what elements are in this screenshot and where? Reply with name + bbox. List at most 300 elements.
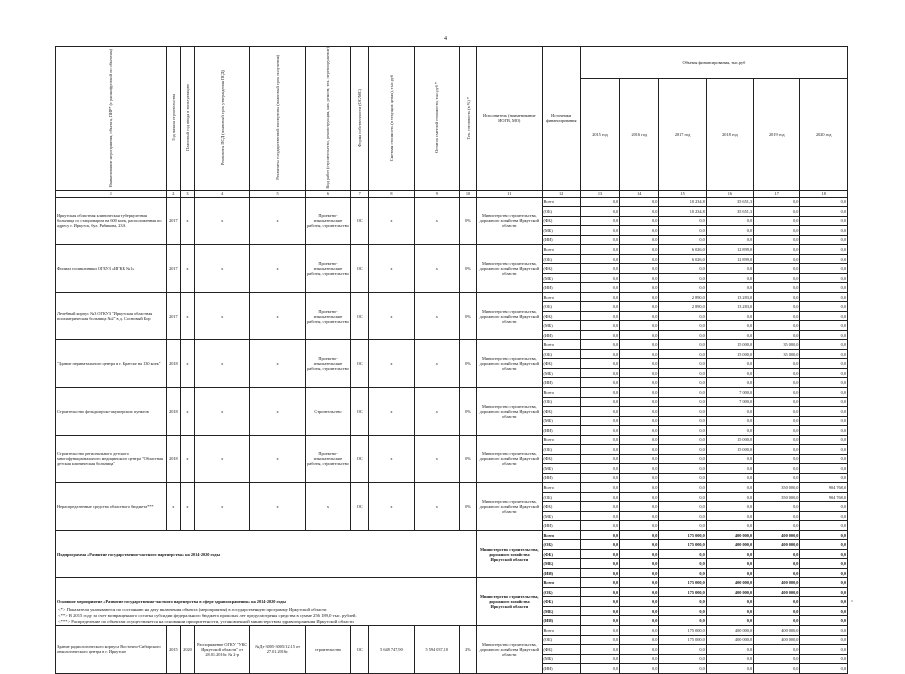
funding-source: (МБ) (542, 273, 580, 283)
funding-value: 0,0 (659, 559, 706, 569)
plan-year: x (180, 340, 194, 388)
column-number: 14 (620, 190, 659, 197)
funding-value: 0,0 (800, 635, 848, 645)
object-name: Нераспределенные средства областного бюджета*** (56, 483, 167, 531)
funding-value: 0,0 (659, 216, 706, 226)
funding-value: 0,0 (706, 549, 753, 559)
funding-source: (ОБ) (542, 397, 580, 407)
funding-table (55, 46, 848, 674)
funding-value: 0,0 (706, 407, 753, 417)
funding-value: 7 000,0 (706, 387, 753, 397)
ownership: ОС (351, 387, 369, 435)
funding-value: 0,0 (754, 264, 800, 274)
funding-value: 0,0 (800, 587, 848, 597)
plan-year: x (180, 245, 194, 293)
funding-value: 0,0 (706, 483, 753, 493)
column-number: 4 (195, 190, 250, 197)
footnote-2: <**> В 2015 году за счет возвращенного остатка субсидии федерального бюджета прошлых лет предусмотрены средства в сумме 256 189,0 тыс. рублей. (58, 613, 357, 619)
funding-value: 0,0 (800, 521, 848, 531)
column-number: 13 (580, 190, 619, 197)
summary-title: Основное мероприятие «Развитие государственно-частного партнерства в сфере здравоохранения» на 2014-2020 годы (56, 578, 477, 626)
readiness: 0% (459, 483, 476, 531)
funding-value: 0,0 (800, 254, 848, 264)
funding-value: 0,0 (580, 226, 619, 236)
funding-value: 175 000,0 (659, 540, 706, 550)
readiness: 0% (459, 197, 476, 245)
psd-details: x (195, 435, 250, 483)
funding-value: 0,0 (659, 654, 706, 664)
funding-value: 0,0 (580, 330, 619, 340)
funding-value: 0,0 (754, 521, 800, 531)
work-type: Проектно-изыскательские работы, строительство (305, 435, 350, 483)
funding-value: 0,0 (800, 207, 848, 217)
funding-value: 0,0 (800, 264, 848, 274)
funding-value: 0,0 (706, 568, 753, 578)
funding-value: 0,0 (580, 483, 619, 493)
funding-value: 0,0 (580, 492, 619, 502)
remaining-cost: 5 594 037,10 (414, 625, 459, 673)
funding-value: 0,0 (800, 321, 848, 331)
funding-value: 13 283,0 (706, 302, 753, 312)
funding-value: 0,0 (620, 426, 659, 436)
ownership: ОС (351, 483, 369, 531)
funding-value: 13 283,0 (706, 292, 753, 302)
funding-source: (ОБ) (542, 302, 580, 312)
funding-source: (ОБ) (542, 492, 580, 502)
funding-value: 0,0 (706, 321, 753, 331)
funding-source: Всего (542, 340, 580, 350)
funding-value: 0,0 (620, 273, 659, 283)
funding-value: 0,0 (620, 597, 659, 607)
header-executor: Исполнитель (наименование ИОГВ, МО) (477, 47, 542, 191)
remaining-cost: x (414, 387, 459, 435)
funding-value: 0,0 (754, 378, 800, 388)
trailing-mark: " (851, 601, 854, 606)
funding-value: 0,0 (580, 321, 619, 331)
funding-value: 0,0 (706, 454, 753, 464)
funding-source: (ФБ) (542, 311, 580, 321)
column-number: 3 (180, 190, 194, 197)
funding-value: 0,0 (706, 502, 753, 512)
funding-value: 0,0 (754, 464, 800, 474)
funding-value: 0,0 (754, 273, 800, 283)
funding-value: 0,0 (800, 407, 848, 417)
funding-source: (МБ) (542, 654, 580, 664)
start-year: 2018 (166, 387, 180, 435)
funding-value: 0,0 (580, 445, 619, 455)
work-type: Проектно-изыскательские работы, строительство (305, 245, 350, 293)
funding-source: (ИИ) (542, 235, 580, 245)
funding-value: 35 651,3 (706, 207, 753, 217)
readiness: 0% (459, 292, 476, 340)
funding-value: 0,0 (800, 616, 848, 626)
executor: Министерство строительства, дорожного хозяйства Иркутской области (477, 197, 542, 245)
funding-value: 0,0 (580, 597, 619, 607)
funding-value: 0,0 (620, 473, 659, 483)
funding-value: 0,0 (659, 283, 706, 293)
funding-value: 0,0 (800, 245, 848, 255)
psd-details: x (195, 197, 250, 245)
table-row (56, 435, 848, 445)
funding-value: 0,0 (754, 302, 800, 312)
object-name: Здание радиологического корпуса Восточно-Сибирского онкологического центра в г. Иркутске (56, 625, 167, 673)
funding-value: 0,0 (659, 407, 706, 417)
funding-value: 0,0 (659, 368, 706, 378)
funding-value: 0,0 (754, 330, 800, 340)
summary-title: Подпрограмма «Развитие государственно-частного партнерства» на 2014-2020 годы (56, 530, 477, 578)
funding-value: 0,0 (659, 521, 706, 531)
funding-value: 904 768,0 (800, 492, 848, 502)
funding-value: 0,0 (620, 197, 659, 207)
funding-value: 0,0 (580, 625, 619, 635)
funding-value: 0,0 (706, 511, 753, 521)
header-work-type: Вид работ (строительство, реконструкция, кап. ремонт, тех. перевооружение) (305, 47, 350, 191)
funding-source: Всего (542, 435, 580, 445)
funding-value: 0,0 (659, 483, 706, 493)
funding-value: 0,0 (659, 321, 706, 331)
table-row (56, 245, 848, 255)
funding-value: 400 000,0 (754, 530, 800, 540)
funding-value: 0,0 (659, 606, 706, 616)
funding-value: 0,0 (754, 445, 800, 455)
psd-details: x (195, 483, 250, 531)
estimate-cost: x (369, 483, 414, 531)
funding-value: 0,0 (706, 464, 753, 474)
funding-value: 0,0 (580, 302, 619, 312)
funding-value: 0,0 (800, 416, 848, 426)
executor: Министерство строительства, дорожного хозяйства Иркутской области (477, 578, 542, 626)
remaining-cost: x (414, 340, 459, 388)
funding-value: 0,0 (659, 664, 706, 674)
expertise-details: x (250, 483, 305, 531)
funding-value: 0,0 (800, 311, 848, 321)
funding-value: 0,0 (754, 207, 800, 217)
funding-value: 35 000,0 (754, 349, 800, 359)
funding-value: 0,0 (620, 587, 659, 597)
funding-value: 0,0 (800, 387, 848, 397)
funding-value: 0,0 (706, 492, 753, 502)
funding-value: 0,0 (580, 559, 619, 569)
funding-value: 0,0 (580, 530, 619, 540)
work-type: строительство (305, 625, 350, 673)
funding-value: 0,0 (800, 559, 848, 569)
funding-value: 0,0 (659, 464, 706, 474)
funding-value: 0,0 (800, 606, 848, 616)
funding-value: 0,0 (706, 368, 753, 378)
funding-value: 0,0 (754, 597, 800, 607)
funding-value: 0,0 (800, 197, 848, 207)
funding-value: 0,0 (620, 302, 659, 312)
funding-value: 0,0 (620, 464, 659, 474)
column-number: 11 (477, 190, 542, 197)
page-number: 4 (444, 36, 447, 42)
funding-value: 0,0 (706, 559, 753, 569)
funding-value: 0,0 (659, 645, 706, 655)
psd-details: x (195, 340, 250, 388)
funding-value: 0,0 (580, 378, 619, 388)
funding-value: 0,0 (800, 340, 848, 350)
funding-value: 0,0 (706, 378, 753, 388)
funding-value: 0,0 (659, 273, 706, 283)
funding-source: (МБ) (542, 226, 580, 236)
funding-source: (ИИ) (542, 521, 580, 531)
funding-value: 0,0 (706, 645, 753, 655)
column-number: 1 (56, 190, 167, 197)
funding-source: (ИИ) (542, 568, 580, 578)
funding-value: 0,0 (800, 435, 848, 445)
expertise-details: x (250, 197, 305, 245)
work-type: x (305, 483, 350, 531)
plan-year: x (180, 197, 194, 245)
header-expertise: Реквизиты государственной экспертизы (плановый срок получения) (250, 47, 305, 191)
funding-value: 0,0 (580, 349, 619, 359)
footnote-1: <*> Показатели указываются по состоянию на дату включения объекта (мероприятия) в государственную программу Иркутской области (58, 607, 327, 612)
funding-value: 0,0 (754, 435, 800, 445)
plan-year: x (180, 292, 194, 340)
funding-value: 7 000,0 (706, 397, 753, 407)
funding-value: 0,0 (620, 635, 659, 645)
table-row (56, 292, 848, 302)
funding-source: (ОБ) (542, 207, 580, 217)
funding-source: (МБ) (542, 606, 580, 616)
funding-value: 15 000,0 (706, 435, 753, 445)
funding-value: 400 000,0 (754, 635, 800, 645)
funding-value: 0,0 (659, 568, 706, 578)
funding-source: (ФБ) (542, 359, 580, 369)
funding-value: 0,0 (580, 235, 619, 245)
header-remaining: Остаток сметной стоимости, тыс.руб * (414, 47, 459, 191)
funding-value: 400 000,0 (706, 635, 753, 645)
column-number: 17 (754, 190, 800, 197)
header-plan-year: Плановый год ввода в эксплуатацию (180, 47, 194, 191)
column-number: 18 (800, 190, 848, 197)
funding-value: 0,0 (580, 273, 619, 283)
expertise-details: x (250, 292, 305, 340)
funding-value: 0,0 (800, 502, 848, 512)
funding-source: Всего (542, 197, 580, 207)
funding-source: Всего (542, 245, 580, 255)
funding-source: (ОБ) (542, 635, 580, 645)
estimate-cost: x (369, 435, 414, 483)
funding-value: 0,0 (659, 445, 706, 455)
column-number: 9 (414, 190, 459, 197)
funding-value: 0,0 (620, 264, 659, 274)
executor: Министерство строительства, дорожного хозяйства Иркутской области (477, 530, 542, 578)
funding-value: 0,0 (800, 549, 848, 559)
funding-value: 0,0 (580, 435, 619, 445)
start-year: x (166, 483, 180, 531)
funding-value: 0,0 (659, 397, 706, 407)
funding-value: 0,0 (620, 530, 659, 540)
funding-value: 0,0 (620, 578, 659, 588)
funding-value: 175 000,0 (659, 530, 706, 540)
funding-value: 0,0 (754, 283, 800, 293)
funding-value: 0,0 (659, 264, 706, 274)
funding-value: 0,0 (620, 549, 659, 559)
funding-value: 0,0 (620, 416, 659, 426)
funding-value: 400 000,0 (754, 587, 800, 597)
readiness: 2% (459, 625, 476, 673)
funding-value: 175 000,0 (659, 587, 706, 597)
funding-value: 0,0 (580, 368, 619, 378)
column-number: 5 (250, 190, 305, 197)
funding-value: 0,0 (620, 511, 659, 521)
funding-value: 0,0 (620, 435, 659, 445)
funding-value: 10 234,8 (659, 207, 706, 217)
expertise-details: x (250, 245, 305, 293)
funding-value: 0,0 (580, 502, 619, 512)
funding-value: 0,0 (800, 568, 848, 578)
ownership: ОС (351, 197, 369, 245)
executor: Министерство строительства, дорожного хозяйства Иркутской области (477, 387, 542, 435)
funding-value: 0,0 (706, 606, 753, 616)
funding-source: Всего (542, 578, 580, 588)
funding-value: 0,0 (620, 254, 659, 264)
funding-value: 0,0 (580, 540, 619, 550)
funding-value: 6 026,0 (659, 245, 706, 255)
funding-value: 15 000,0 (706, 445, 753, 455)
funding-value: 0,0 (659, 473, 706, 483)
remaining-cost: x (414, 435, 459, 483)
funding-value: 0,0 (706, 416, 753, 426)
funding-value: 0,0 (620, 207, 659, 217)
funding-value: 0,0 (659, 616, 706, 626)
readiness: 0% (459, 245, 476, 293)
ownership: ОС (351, 245, 369, 293)
object-name: Строительство фельдшерско-акушерских пунктов (56, 387, 167, 435)
funding-value: 0,0 (800, 654, 848, 664)
funding-source: (ОБ) (542, 254, 580, 264)
header-year: 2018 год (706, 79, 753, 190)
funding-value: 0,0 (754, 426, 800, 436)
funding-value: 15 000,0 (706, 340, 753, 350)
funding-value: 0,0 (706, 311, 753, 321)
funding-value: 0,0 (659, 226, 706, 236)
header-ownership: Форма собственности (ОС/МС) (351, 47, 369, 191)
plan-year: x (180, 483, 194, 531)
funding-value: 904 768,0 (800, 483, 848, 493)
plan-year: 2020 (180, 625, 194, 673)
funding-value: 0,0 (800, 426, 848, 436)
funding-value: 175 000,0 (659, 625, 706, 635)
funding-value: 0,0 (620, 378, 659, 388)
psd-details: Распоряжение ОГКУ "УКС Иркутской области" от 28.01.2016г. № 2-р (195, 625, 250, 673)
column-number: 8 (369, 190, 414, 197)
funding-value: 0,0 (754, 559, 800, 569)
funding-value: 0,0 (580, 568, 619, 578)
table-row (56, 340, 848, 350)
start-year: 2015 (166, 625, 180, 673)
funding-value: 35 651,3 (706, 197, 753, 207)
psd-details: x (195, 292, 250, 340)
funding-value: 0,0 (659, 330, 706, 340)
funding-value: 0,0 (580, 387, 619, 397)
funding-value: 0,0 (706, 654, 753, 664)
funding-value: 350 000,0 (754, 492, 800, 502)
funding-value: 175 000,0 (659, 578, 706, 588)
executor: Министерство строительства, дорожного хозяйства Иркутской области (477, 625, 542, 673)
remaining-cost: x (414, 245, 459, 293)
funding-source: Всего (542, 483, 580, 493)
funding-value: 0,0 (580, 654, 619, 664)
header-start-year: Год начала строительства (166, 47, 180, 191)
funding-value: 0,0 (754, 397, 800, 407)
start-year: 2018 (166, 435, 180, 483)
funding-value: 400 000,0 (706, 587, 753, 597)
funding-value: 0,0 (659, 311, 706, 321)
funding-source: Всего (542, 292, 580, 302)
funding-value: 0,0 (800, 530, 848, 540)
funding-value: 0,0 (800, 235, 848, 245)
header-year: 2019 год (754, 79, 800, 190)
funding-value: 0,0 (754, 226, 800, 236)
plan-year: x (180, 387, 194, 435)
funding-source: (ФБ) (542, 597, 580, 607)
funding-value: 0,0 (620, 559, 659, 569)
funding-value: 0,0 (800, 511, 848, 521)
funding-value: 0,0 (706, 264, 753, 274)
object-name: Лечебный корпус №3 ОГКУЗ "Иркутская областная психиатрическая больница №2" в д. Сосновый Бор (56, 292, 167, 340)
column-number: 16 (706, 190, 753, 197)
funding-value: 0,0 (754, 473, 800, 483)
funding-source: (ИИ) (542, 616, 580, 626)
funding-source: Всего (542, 625, 580, 635)
funding-value: 0,0 (754, 549, 800, 559)
funding-value: 0,0 (706, 616, 753, 626)
header-funding-volumes: Объемы финансирования, тыс.руб (580, 47, 847, 79)
funding-value: 0,0 (706, 226, 753, 236)
estimate-cost: x (369, 387, 414, 435)
header-readiness: Тех. готовность (в %) * (459, 47, 476, 191)
funding-value: 0,0 (620, 311, 659, 321)
column-number: 10 (459, 190, 476, 197)
funding-source: (ИИ) (542, 283, 580, 293)
plan-year: x (180, 435, 194, 483)
funding-value: 0,0 (620, 492, 659, 502)
funding-value: 0,0 (754, 511, 800, 521)
funding-source: (ФБ) (542, 549, 580, 559)
funding-value: 0,0 (580, 664, 619, 674)
funding-value: 0,0 (754, 645, 800, 655)
start-year: 2017 (166, 197, 180, 245)
funding-value: 0,0 (800, 597, 848, 607)
funding-value: 0,0 (580, 616, 619, 626)
funding-source: (ОБ) (542, 445, 580, 455)
object-name: "Здание перинатального центра в г. Братске на 130 коек" (56, 340, 167, 388)
funding-value: 0,0 (659, 235, 706, 245)
object-name: Иркутская областная клиническая туберкулезная больница со стационаром на 600 коек, расположенная по адресу г. Иркутск, бул. Рябикова, 23А (56, 197, 167, 245)
funding-value: 0,0 (620, 664, 659, 674)
funding-value: 0,0 (800, 302, 848, 312)
expertise-details: x (250, 435, 305, 483)
funding-value: 0,0 (754, 407, 800, 417)
work-type: Строительство (305, 387, 350, 435)
summary-row (56, 578, 848, 588)
funding-value: 0,0 (659, 387, 706, 397)
funding-value: 0,0 (620, 245, 659, 255)
funding-value: 0,0 (659, 416, 706, 426)
funding-source: (ФБ) (542, 264, 580, 274)
header-year: 2020 год (800, 79, 848, 190)
funding-value: 0,0 (800, 359, 848, 369)
readiness: 0% (459, 387, 476, 435)
funding-value: 0,0 (706, 359, 753, 369)
funding-value: 0,0 (706, 521, 753, 531)
summary-row (56, 530, 848, 540)
expertise-details: x (250, 340, 305, 388)
funding-value: 0,0 (706, 664, 753, 674)
funding-value: 0,0 (659, 597, 706, 607)
